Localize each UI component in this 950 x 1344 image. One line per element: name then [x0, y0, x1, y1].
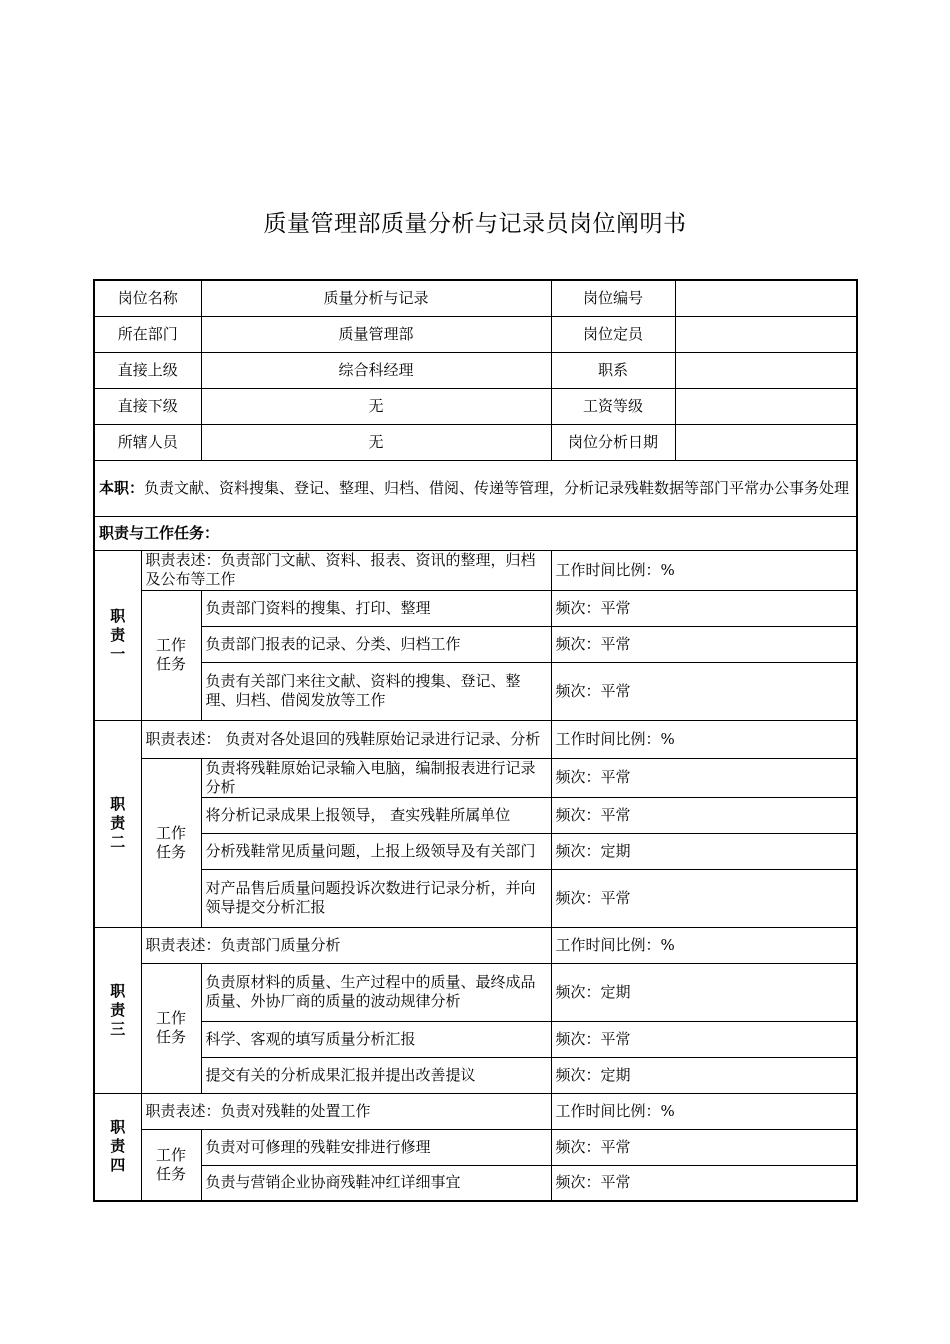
duty-label: 职 责 四: [94, 1093, 141, 1201]
task-row: [94, 758, 857, 797]
duty-desc-row: [94, 1093, 857, 1129]
task-label: 工作 任务: [141, 758, 201, 927]
info-value: 无: [201, 424, 551, 460]
info-value: [675, 316, 857, 352]
task-frequency: 频次：平常: [551, 797, 857, 833]
time-ratio: 工作时间比例：%: [551, 1093, 857, 1129]
duty-desc-row: [94, 720, 857, 758]
task-frequency: 频次：定期: [551, 1057, 857, 1093]
task-frequency: 频次：平常: [551, 590, 857, 626]
info-label: 所在部门: [94, 316, 201, 352]
task-frequency: 频次：平常: [551, 869, 857, 927]
duty-label: 职 责 一: [94, 550, 141, 720]
info-label: 工资等级: [551, 388, 675, 424]
task-text: 负责部门资料的搜集、打印、整理: [201, 590, 551, 626]
info-row: [94, 424, 857, 460]
task-row: [94, 963, 857, 1021]
info-value: 质量分析与记录: [201, 280, 551, 316]
task-row: [94, 833, 857, 869]
task-frequency: 频次：平常: [551, 1021, 857, 1057]
info-label: 岗位名称: [94, 280, 201, 316]
info-value: 质量管理部: [201, 316, 551, 352]
task-text: 将分析记录成果上报领导， 查实残鞋所属单位: [201, 797, 551, 833]
info-label: 岗位编号: [551, 280, 675, 316]
duty-label: 职 责 二: [94, 720, 141, 927]
job-description-table: [93, 279, 858, 1202]
task-frequency: 频次：平常: [551, 626, 857, 662]
duty-description: 职责表述：负责对残鞋的处置工作: [141, 1093, 551, 1129]
time-ratio: 工作时间比例：%: [551, 550, 857, 590]
task-text: 对产品售后质量问题投诉次数进行记录分析，并向领导提交分析汇报: [201, 869, 551, 927]
duty-label: 职 责 三: [94, 927, 141, 1093]
task-frequency: 频次：平常: [551, 1129, 857, 1165]
task-text: 负责原材料的质量、生产过程中的质量、最终成品质量、外协厂商的质量的波动规律分析: [201, 963, 551, 1021]
task-frequency: 频次：定期: [551, 833, 857, 869]
info-value: [675, 424, 857, 460]
task-frequency: 频次：平常: [551, 758, 857, 797]
info-label: 职系: [551, 352, 675, 388]
info-row: [94, 316, 857, 352]
task-text: 提交有关的分析成果汇报并提出改善提议: [201, 1057, 551, 1093]
task-frequency: 频次：定期: [551, 963, 857, 1021]
task-row: [94, 662, 857, 720]
summary-label: 本职：: [99, 478, 145, 497]
task-frequency: 频次：平常: [551, 1165, 857, 1201]
task-row: [94, 869, 857, 927]
info-value: 无: [201, 388, 551, 424]
task-text: 负责对可修理的残鞋安排进行修理: [201, 1129, 551, 1165]
task-frequency: 频次：平常: [551, 662, 857, 720]
duties-header-row: [94, 516, 857, 550]
task-text: 负责与营销企业协商残鞋冲红详细事宜: [201, 1165, 551, 1201]
duty-desc-row: [94, 550, 857, 590]
task-text: 负责有关部门来往文献、资料的搜集、登记、整理、归档、借阅发放等工作: [201, 662, 551, 720]
task-label: 工作 任务: [141, 963, 201, 1093]
task-row: [94, 626, 857, 662]
summary-row: [94, 460, 857, 516]
task-text: 负责部门报表的记录、分类、归档工作: [201, 626, 551, 662]
page-title: 质量管理部质量分析与记录员岗位阐明书: [263, 211, 687, 237]
info-row: [94, 388, 857, 424]
duty-description: 职责表述： 负责对各处退回的残鞋原始记录进行记录、分析: [141, 720, 551, 758]
task-text: 负责将残鞋原始记录输入电脑，编制报表进行记录分析: [201, 758, 551, 797]
time-ratio: 工作时间比例：%: [551, 927, 857, 963]
info-value: 综合科经理: [201, 352, 551, 388]
duty-desc-row: [94, 927, 857, 963]
task-row: [94, 1129, 857, 1165]
info-value: [675, 280, 857, 316]
duty-description: 职责表述：负责部门质量分析: [141, 927, 551, 963]
summary-text: 负责文献、资料搜集、登记、整理、归档、借阅、传递等管理，分析记录残鞋数据等部门平常办公事务处理: [144, 478, 850, 497]
task-row: [94, 1021, 857, 1057]
duties-header: 职责与工作任务：: [94, 516, 857, 550]
info-value: [675, 388, 857, 424]
task-row: [94, 797, 857, 833]
info-label: 直接下级: [94, 388, 201, 424]
task-label: 工作 任务: [141, 1129, 201, 1201]
info-row: [94, 280, 857, 316]
duty-description: 职责表述：负责部门文献、资料、报表、资讯的整理，归档及公布等工作: [141, 550, 551, 590]
task-row: [94, 1165, 857, 1201]
info-label: 岗位分析日期: [551, 424, 675, 460]
task-label: 工作 任务: [141, 590, 201, 720]
task-row: [94, 590, 857, 626]
task-row: [94, 1057, 857, 1093]
task-text: 分析残鞋常见质量问题，上报上级领导及有关部门: [201, 833, 551, 869]
summary-cell: [94, 460, 857, 516]
info-label: 所辖人员: [94, 424, 201, 460]
time-ratio: 工作时间比例：%: [551, 720, 857, 758]
info-label: 直接上级: [94, 352, 201, 388]
info-row: [94, 352, 857, 388]
task-text: 科学、客观的填写质量分析汇报: [201, 1021, 551, 1057]
info-label: 岗位定员: [551, 316, 675, 352]
info-value: [675, 352, 857, 388]
